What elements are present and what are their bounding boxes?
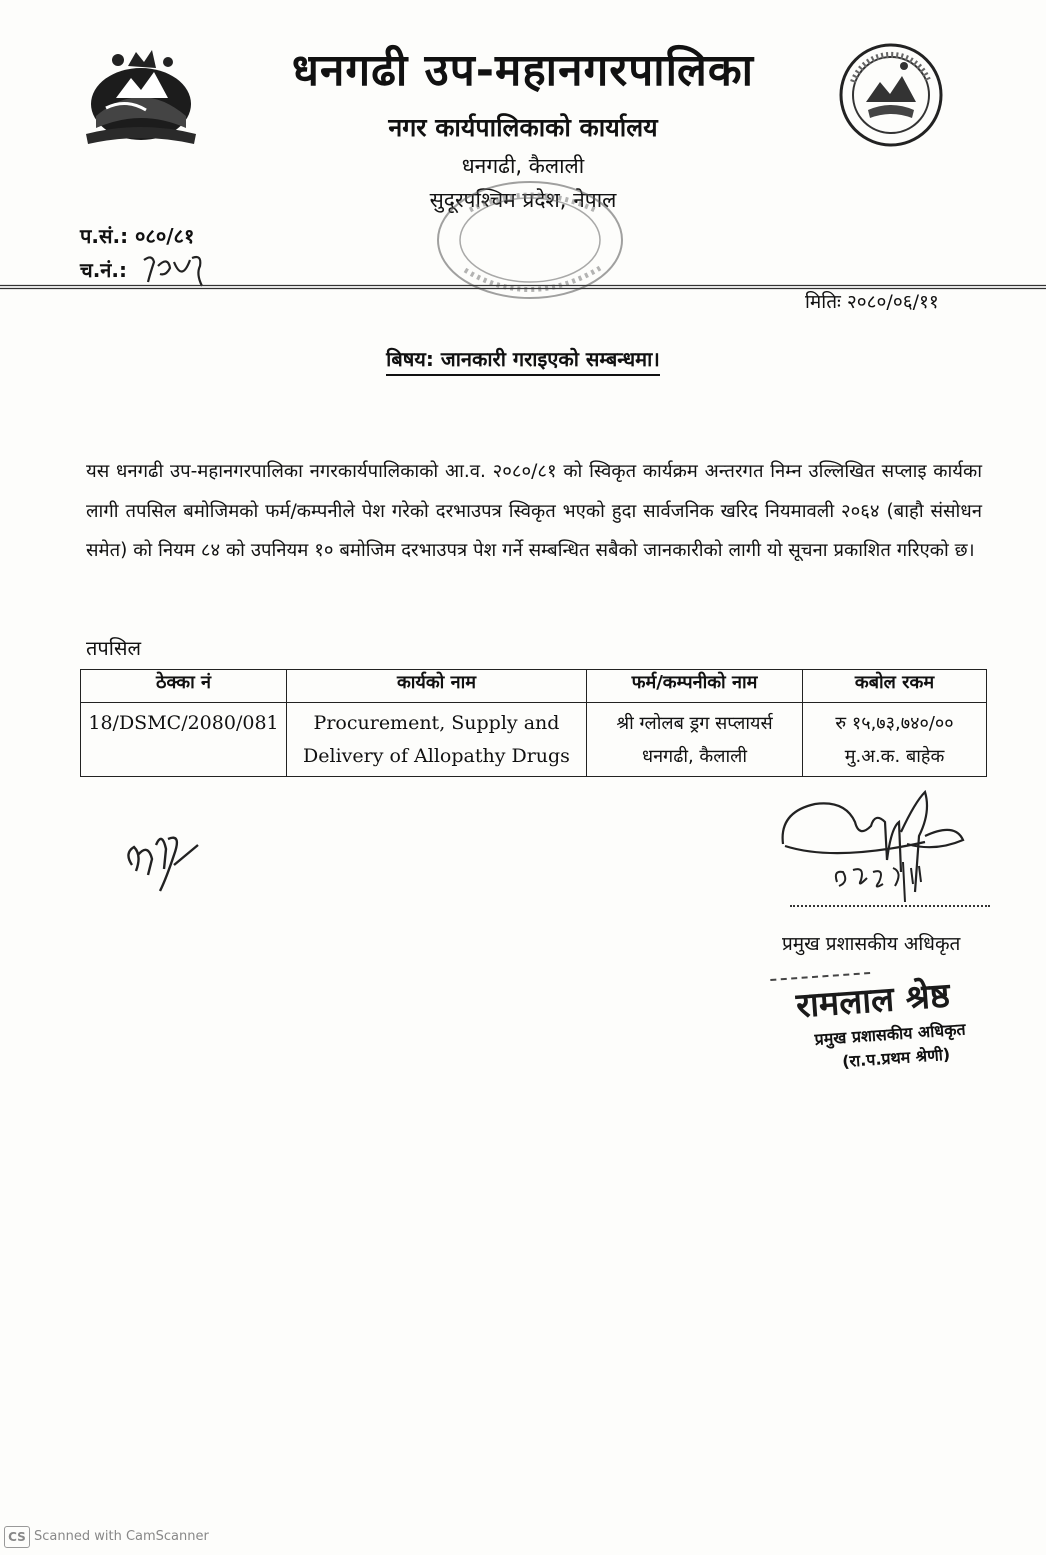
work-name-line-1: Procurement, Supply and: [313, 712, 560, 734]
signatory-designation: प्रमुख प्रशासकीय अधिकृत: [782, 933, 961, 955]
reference-number: प.सं.: ०८०/८१: [80, 224, 195, 248]
contract-number-cell: [81, 703, 287, 777]
stamp-officer-title: प्रमुख प्रशासकीय अधिकृत: [813, 1019, 967, 1050]
initials-signature-icon: [118, 825, 208, 900]
organization-title: धनगढी उप-महानगरपालिका: [291, 45, 755, 96]
subject-text: बिषय: जानकारी गराइएको सम्बन्धमा।: [386, 347, 660, 376]
stamp-officer-grade: (रा.प.प्रथम श्रेणी): [841, 1044, 951, 1072]
column-header: फर्म/कम्पनीको नाम: [587, 670, 803, 703]
work-name-line-2: Delivery of Allopathy Drugs: [303, 745, 570, 767]
camscanner-logo-icon: CS: [4, 1526, 30, 1548]
stamp-officer-name: रामलाल श्रेष्ठ: [794, 975, 952, 1027]
bid-amount-cell: [803, 703, 987, 777]
dispatch-number-label: च.नं.:: [80, 258, 127, 282]
office-name: नगर कार्यपालिकाको कार्यालय: [388, 113, 658, 142]
table-row: [81, 703, 987, 777]
scanner-watermark: Scanned with CamScanner: [34, 1529, 209, 1544]
column-header: कार्यको नाम: [287, 670, 587, 703]
letter-date: मितिः २०८०/०६/११: [805, 291, 939, 313]
details-label: तपसिल: [86, 636, 142, 660]
table-header-row: [81, 670, 987, 703]
letter-subject: [0, 345, 1046, 372]
work-name-cell: [287, 703, 587, 777]
firm-name-line-1: श्री ग्लोलब ड्रग सप्लायर्स: [616, 713, 773, 734]
contract-number: 18/DSMC/2080/081: [88, 712, 279, 734]
letter-body: यस धनगढी उप-महानगरपालिका नगरकार्यपालिकाको आ.व. २०८०/८१ को स्विकृत कार्यक्रम अन्तरगत निम्न उल्लिखित सप्लाइ कार्यका लागी तपसिल बमोजिमको फर्म/कम्पनीले पेश गरेको दरभाउपत्र स्विकृत भएको हुदा सार्वजनिक खरिद नियमावली २०६४ (बाहौ संसोधन समेत) को नियम ८४ को उपनियम १० बमोजिम दरभाउपत्र पेश गर्ने सम्बन्धित सबैको जानकारीको लागी यो सूचना प्रकाशित गरिएको छ।: [86, 461, 982, 561]
column-header: कबोल रकम: [803, 670, 987, 703]
column-header: ठेक्का नं: [81, 670, 287, 703]
signature-line: [790, 905, 990, 907]
bid-amount: रु १५,७३,७४०/००: [835, 713, 954, 734]
name-stamp: [770, 960, 997, 1085]
officer-signature-icon: [775, 782, 995, 912]
address-line-1: धनगढी, कैलाली: [461, 154, 585, 178]
contract-table: [80, 669, 987, 777]
bid-amount-note: मु.अ.क. बाहेक: [844, 746, 945, 767]
firm-name-cell: [587, 703, 803, 777]
dispatch-number-handwriting-icon: [140, 252, 210, 288]
office-stamp-icon: [410, 170, 650, 320]
firm-name-line-2: धनगढी, कैलाली: [642, 746, 747, 767]
address-line-2: सुदूरपश्चिम प्रदेश, नेपाल: [429, 188, 617, 212]
